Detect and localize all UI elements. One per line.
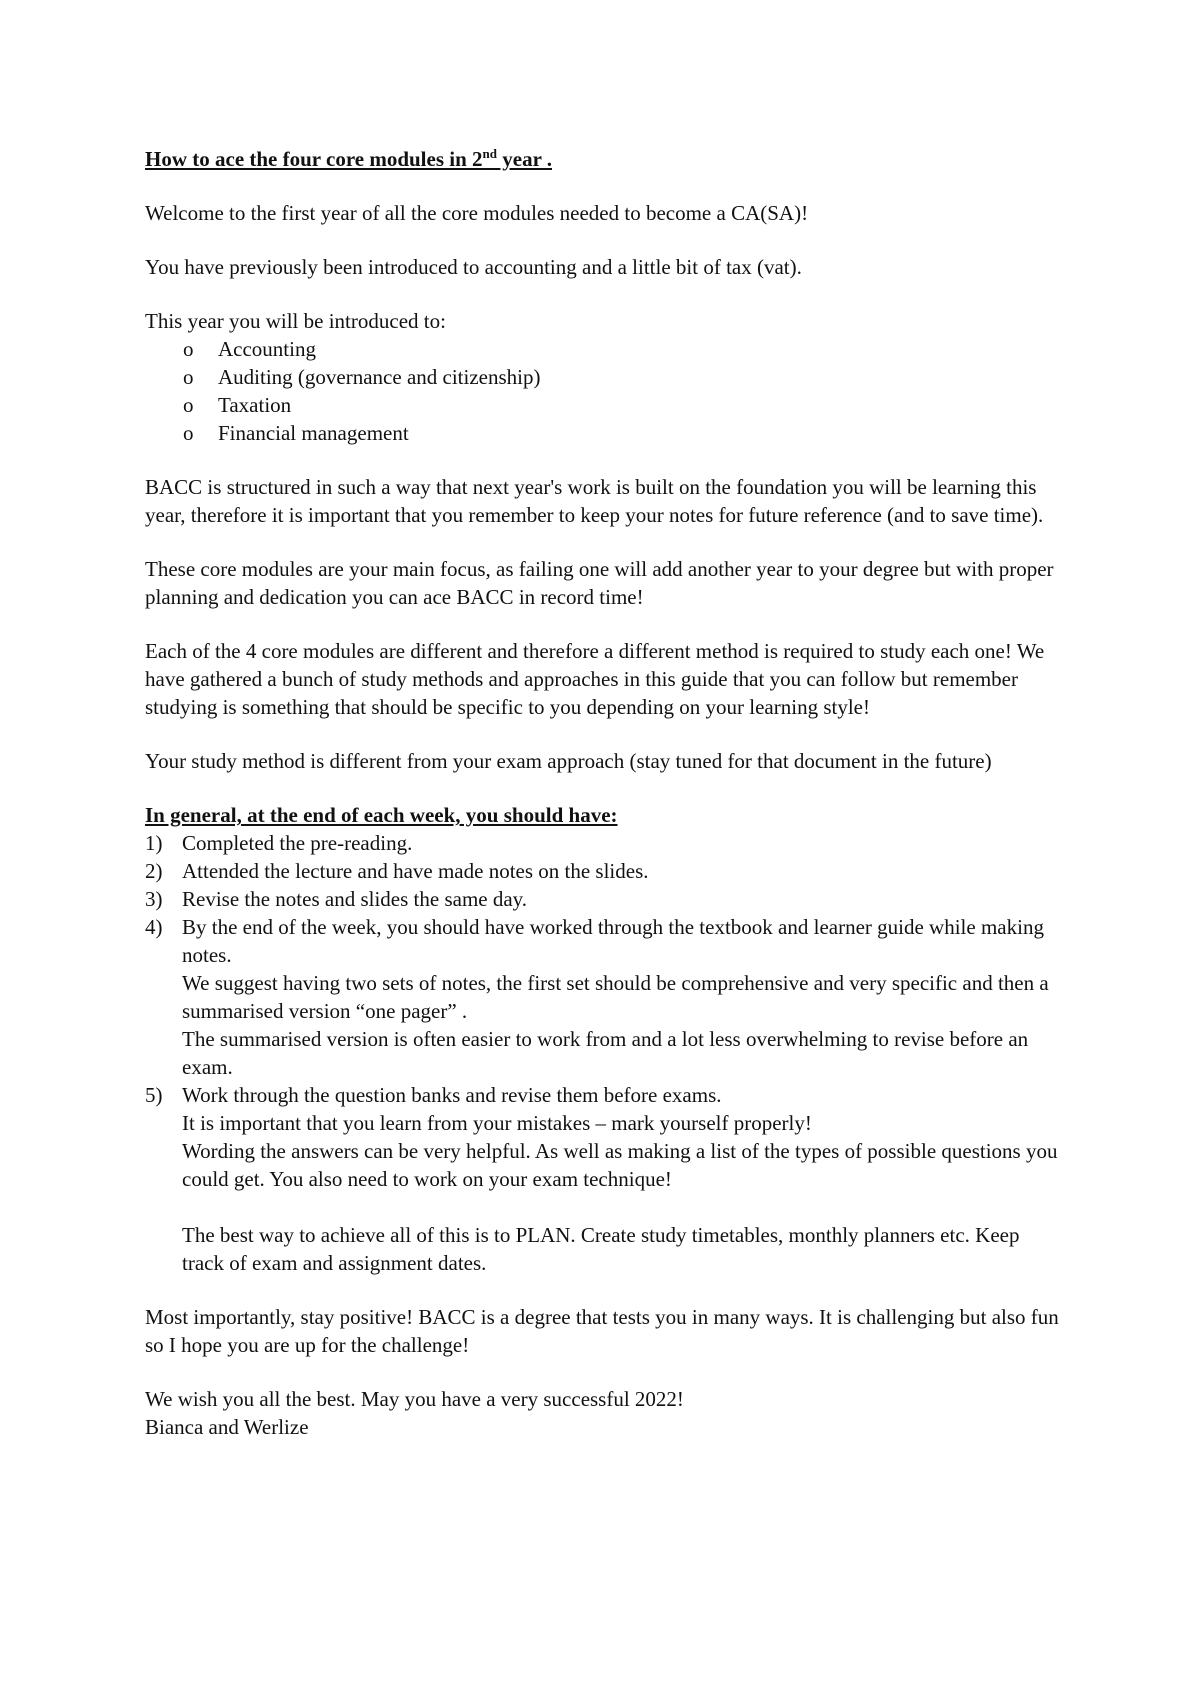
document-title xyxy=(145,145,1065,173)
list-item xyxy=(145,913,1065,1081)
list-item xyxy=(145,1081,1065,1277)
step-note: Wording the answers can be very helpful. As well as making a list of the types of possible questions you could get. You also need to work on your exam technique! xyxy=(182,1139,1058,1191)
document-page xyxy=(145,145,1065,1441)
list-item xyxy=(145,419,1065,447)
list-item xyxy=(145,885,1065,913)
structure-paragraph: BACC is structured in such a way that next year's work is built on the foundation you will be learning this year, therefore it is important that you remember to keep your notes for future reference (and to save time). xyxy=(145,475,1044,527)
authors-line: Bianca and Werlize xyxy=(145,1415,309,1439)
list-item-text: Financial management xyxy=(218,421,409,445)
methods-paragraph: Each of the 4 core modules are different and therefore a different method is required to study each one! We have gathered a bunch of study methods and approaches in this guide that you can follow but remember studying is something that should be specific to you depending on your learning style! xyxy=(145,639,1045,719)
step-note: We suggest having two sets of notes, the first set should be comprehensive and very specific and then a summarised version “one pager” . xyxy=(182,971,1049,1023)
list-item xyxy=(145,335,1065,363)
title-end: year . xyxy=(497,147,553,171)
step-text: Completed the pre-reading. xyxy=(182,831,413,855)
step-text: Revise the notes and slides the same day. xyxy=(182,887,528,911)
list-item xyxy=(145,857,1065,885)
step-number: 3) xyxy=(145,887,163,911)
step-number: 1) xyxy=(145,831,163,855)
this-year-paragraph: This year you will be introduced to: xyxy=(145,309,446,333)
list-item xyxy=(145,829,1065,857)
weekly-steps-list xyxy=(145,829,1065,1277)
step-note: The summarised version is often easier to work from and a lot less overwhelming to revise before an exam. xyxy=(182,1027,1029,1079)
wish-line: We wish you all the best. May you have a very successful 2022! xyxy=(145,1387,684,1411)
bullet-icon: o xyxy=(183,365,194,389)
title-main: How to ace the four core modules in 2 xyxy=(145,147,483,171)
positive-paragraph: Most importantly, stay positive! BACC is a degree that tests you in many ways. It is challenging but also fun so I hope you are up for the challenge! xyxy=(145,1305,1059,1357)
bullet-icon: o xyxy=(183,393,194,417)
list-item-text: Auditing (governance and citizenship) xyxy=(218,365,541,389)
list-item-text: Taxation xyxy=(218,393,292,417)
step-note: It is important that you learn from your mistakes – mark yourself properly! xyxy=(182,1111,812,1135)
list-item-text: Accounting xyxy=(218,337,316,361)
list-item xyxy=(145,391,1065,419)
introduced-paragraph: You have previously been introduced to accounting and a little bit of tax (vat). xyxy=(145,255,802,279)
title-superscript: nd xyxy=(482,146,497,161)
bullet-icon: o xyxy=(183,421,194,445)
general-heading: In general, at the end of each week, you should have: xyxy=(145,803,618,827)
step-number: 4) xyxy=(145,915,163,939)
module-list xyxy=(145,335,1065,447)
step-text: By the end of the week, you should have worked through the textbook and learner guide while making notes. xyxy=(182,915,1044,967)
bullet-icon: o xyxy=(183,337,194,361)
step-text: Attended the lecture and have made notes on the slides. xyxy=(182,859,649,883)
list-item xyxy=(145,363,1065,391)
welcome-paragraph: Welcome to the first year of all the core modules needed to become a CA(SA)! xyxy=(145,201,809,225)
focus-paragraph: These core modules are your main focus, as failing one will add another year to your degree but with proper planning and dedication you can ace BACC in record time! xyxy=(145,557,1054,609)
step-number: 5) xyxy=(145,1083,163,1107)
exam-approach-paragraph: Your study method is different from your exam approach (stay tuned for that document in the future) xyxy=(145,749,992,773)
step-note: The best way to achieve all of this is to PLAN. Create study timetables, monthly planners etc. Keep track of exam and assignment dates. xyxy=(182,1223,1020,1275)
step-text: Work through the question banks and revise them before exams. xyxy=(182,1083,722,1107)
step-number: 2) xyxy=(145,859,163,883)
signoff xyxy=(145,1385,1065,1441)
